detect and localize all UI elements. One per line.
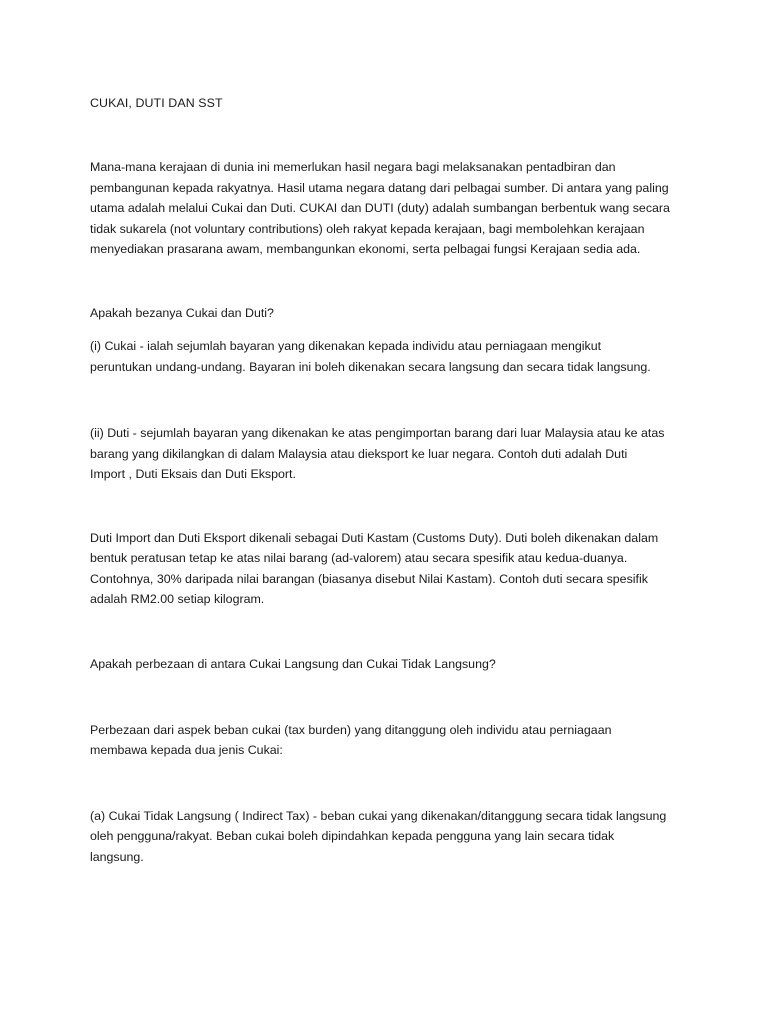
paragraph-line: Perbezaan dari aspek beban cukai (tax burden) yang ditanggung oleh individu atau perniagaan <box>90 723 612 737</box>
paragraph-line: langsung. <box>90 850 144 864</box>
paragraph-line: menyediakan prasarana awam, membangunkan ekonomi, serta pelbagai fungsi Kerajaan sedia ada. <box>90 242 641 256</box>
paragraph-line: tidak sukarela (not voluntary contributions) oleh rakyat kepada kerajaan, bagi membolehkan kerajaan <box>90 222 645 236</box>
paragraph-line: Duti Import dan Duti Eksport dikenali sebagai Duti Kastam (Customs Duty). Duti boleh dikenakan dalam <box>90 531 659 545</box>
document-title: CUKAI, DUTI DAN SST <box>90 96 223 110</box>
paragraph-line: bentuk peratusan tetap ke atas nilai barang (ad-valorem) atau secara spesifik atau kedua-duanya. <box>90 551 628 565</box>
paragraph-line: Mana-mana kerajaan di dunia ini memerlukan hasil negara bagi melaksanakan pentadbiran dan <box>90 160 616 174</box>
paragraph-line: (a) Cukai Tidak Langsung ( Indirect Tax) - beban cukai yang dikenakan/ditanggung secara tidak langsung <box>90 809 667 823</box>
paragraph-line: (ii) Duti - sejumlah bayaran yang dikenakan ke atas pengimportan barang dari luar Malaysia atau ke atas <box>90 426 665 440</box>
paragraph-line: Import , Duti Eksais dan Duti Eksport. <box>90 467 296 481</box>
paragraph-line: Contohnya, 30% daripada nilai barangan (biasanya disebut Nilai Kastam). Contoh duti secara spesifik <box>90 572 648 586</box>
section-heading: Apakah perbezaan di antara Cukai Langsung dan Cukai Tidak Langsung? <box>90 657 496 671</box>
paragraph-line: membawa kepada dua jenis Cukai: <box>90 743 283 757</box>
section-heading: Apakah bezanya Cukai dan Duti? <box>90 306 274 320</box>
paragraph-line: peruntukan undang-undang. Bayaran ini boleh dikenakan secara langsung dan secara tidak langsung. <box>90 360 651 374</box>
paragraph-line: (i) Cukai - ialah sejumlah bayaran yang dikenakan kepada individu atau perniagaan mengikut <box>90 339 602 353</box>
paragraph-line: adalah RM2.00 setiap kilogram. <box>90 592 265 606</box>
paragraph-line: oleh pengguna/rakyat. Beban cukai boleh dipindahkan kepada pengguna yang lain secara tidak <box>90 829 615 843</box>
paragraph-line: pembangunan kepada rakyatnya. Hasil utama negara datang dari pelbagai sumber. Di antara yang paling <box>90 181 669 195</box>
paragraph-line: utama adalah melalui Cukai dan Duti. CUKAI dan DUTI (duty) adalah sumbangan berbentuk wang secara <box>90 201 670 215</box>
paragraph-line: barang yang dikilangkan di dalam Malaysia atau dieksport ke luar negara. Contoh duti adalah Duti <box>90 447 628 461</box>
